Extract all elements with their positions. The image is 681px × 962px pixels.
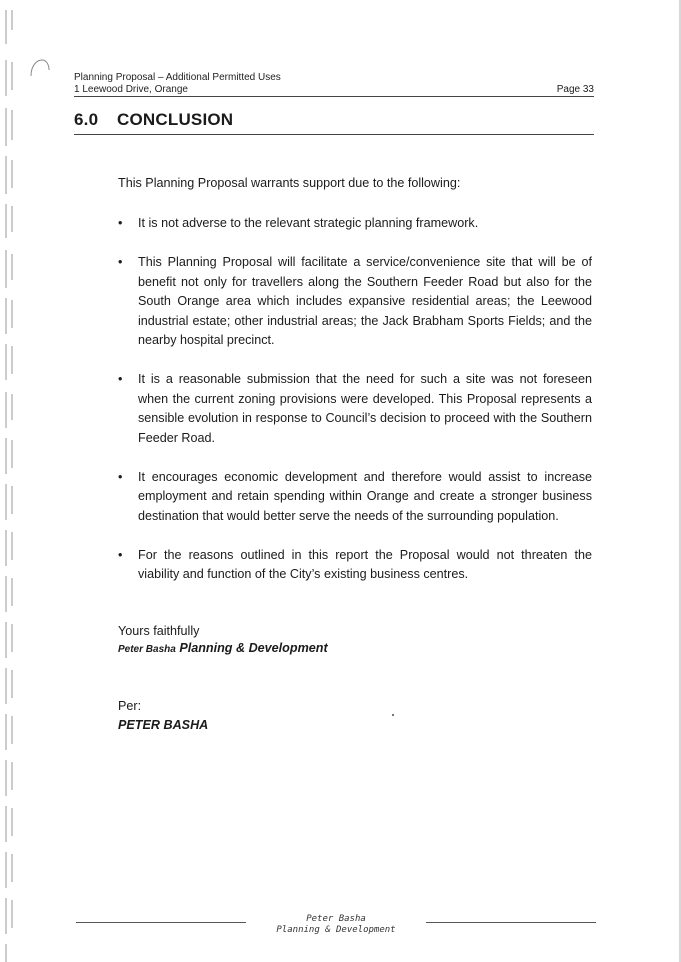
binding-ring-mark: [28, 58, 52, 78]
bullet-icon: •: [118, 255, 123, 269]
list-item: • It is a reasonable submission that the need for such a site was not foreseen when the current zoning provisions were developed. This Proposal represents a sensible evolution in response to Council’s decision to proceed with the Southern Feeder Road.: [118, 372, 592, 445]
bullet-icon: •: [118, 547, 123, 562]
bullet-icon: •: [118, 372, 123, 386]
footer-rule-right: [426, 922, 596, 923]
bullet-icon: •: [118, 469, 123, 484]
section-heading: [74, 110, 594, 130]
per-label: Per:: [118, 699, 142, 713]
footer-line-1: Peter Basha: [306, 914, 366, 924]
list-item: • It is not adverse to the relevant strategic planning framework.: [118, 214, 592, 234]
page-footer: [246, 914, 426, 936]
footer-line-2: Planning & Development: [276, 925, 396, 935]
section-rule: [74, 134, 594, 135]
reasons-list: [118, 214, 592, 604]
intro-paragraph: This Planning Proposal warrants support due to the following:: [118, 176, 461, 190]
section-title: CONCLUSION: [117, 110, 234, 129]
binding-holes: [0, 0, 20, 962]
page-number: Page 33: [556, 84, 594, 95]
bullet-icon: •: [118, 216, 123, 230]
signer-name: PETER BASHA: [118, 718, 209, 732]
header-address: 1 Leewood Drive, Orange: [74, 84, 188, 95]
header-title: Planning Proposal – Additional Permitted Uses: [74, 72, 281, 83]
section-number: 6.0: [74, 110, 99, 129]
page-header: [74, 72, 594, 96]
list-item: • It encourages economic development and therefore would assist to increase employment and retain spending within Orange and create a stronger business destination that would better serve the needs of the surrounding population.: [118, 469, 592, 523]
salutation: Yours faithfully: [118, 624, 200, 638]
scan-speck: [392, 714, 394, 716]
header-rule: [74, 96, 594, 97]
list-item: • This Planning Proposal will facilitate a service/convenience site that will be of benefit not only for travellers along the Southern Feeder Road but also for the South Orange area which includes expansive residential areas; the Leewood industrial estate; other industrial areas; the Jack Brabham Sports Fields; and the nearby hospital precinct.: [118, 255, 592, 347]
footer-rule-left: [76, 922, 246, 923]
company-name: Peter Basha Planning & Development: [118, 641, 328, 655]
list-item: • For the reasons outlined in this report the Proposal would not threaten the viability and function of the City’s existing business centres.: [118, 547, 592, 581]
